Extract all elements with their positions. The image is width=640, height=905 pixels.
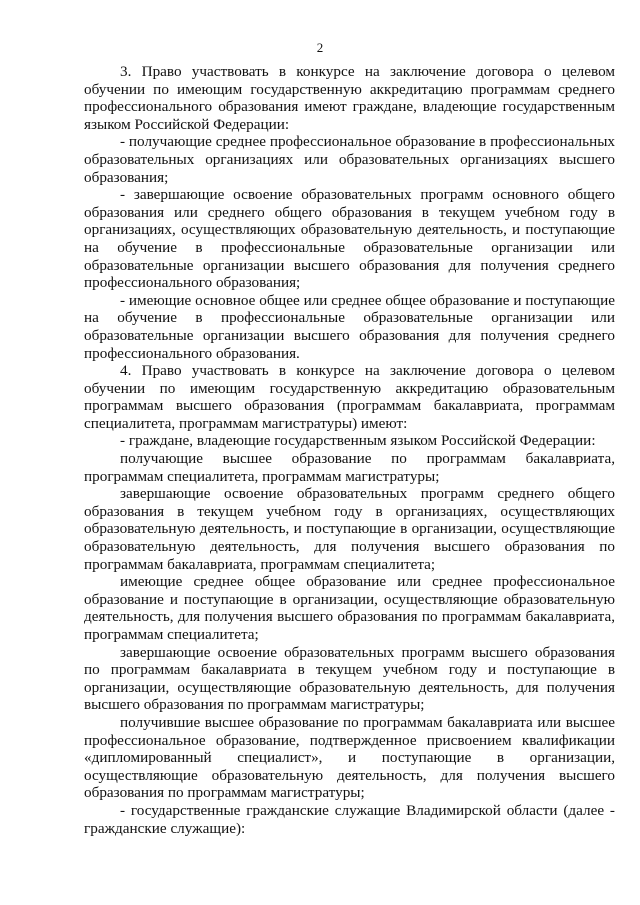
paragraph-citizens: - граждане, владеющие государственным языком Российской Федерации: [120,432,596,450]
paragraph-sub-3: имеющие среднее общее образование или среднее профессиональное образование и поступающие в организации, осуществляющие образовательную деятельность, для получения высшего образования по программам бакалавриата, программам специалитета; [84,573,615,643]
document-body [84,63,615,837]
paragraph-sub-1: получающие высшее образование по программам бакалавриата, программам специалитета, программам магистратуры; [84,450,615,485]
paragraph-sub-4: завершающие освоение образовательных программ высшего образования по программам бакалавриата в текущем учебном году и поступающие в организации, осуществляющие образовательную деятельность, для получения высшего образования по программам магистратуры; [84,643,615,714]
page-number: 2 [316,40,324,55]
paragraph-bullet-1: - получающие среднее профессиональное образование в профессиональных образовательных организациях или образовательных организациях высшего образования; [84,133,615,186]
paragraph-sub-2: завершающие освоение образовательных программ среднего общего образования в текущем учебном году в организациях, осуществляющих образовательную деятельность, и поступающие в организации, осуществляющие образовательную деятельность, для получения высшего образования по программам бакалавриата, программам специалитета; [84,485,615,573]
paragraph-bullet-3: - имеющие основное общее или среднее общее образование и поступающие на обучение в профессиональные образовательные организации или образовательные организации высшего образования для получения среднего профессионального образования. [84,291,615,362]
paragraph-clause-3: 3. Право участвовать в конкурсе на заключение договора о целевом обучении по имеющим государственную аккредитацию программам среднего профессионального образования имеют граждане, владеющие государственным языком Российской Федерации: [84,63,615,133]
paragraph-civil-servants: - государственные гражданские служащие Владимирской области (далее - гражданские служащие): [84,801,615,837]
paragraph-bullet-2: - завершающие освоение образовательных программ основного общего образования или среднего общего образования в текущем учебном году в организациях, осуществляющих образовательную деятельность, и поступающие на обучение в профессиональные образовательные организации или образовательные организации высшего образования для получения среднего профессионального образования; [84,186,615,292]
paragraph-sub-5: получившие высшее образование по программам бакалавриата или высшее профессиональное образование, подтвержденное присвоением квалификации «дипломированный специалист», и поступающие в организации, осуществляющие образовательную деятельность, для получения высшего образования по программам магистратуры; [84,713,615,802]
paragraph-clause-4: 4. Право участвовать в конкурсе на заключение договора о целевом обучении по имеющим государственную аккредитацию образовательным программам высшего образования (программам бакалавриата, программам специалитета, программам магистратуры) имеют: [84,362,615,432]
